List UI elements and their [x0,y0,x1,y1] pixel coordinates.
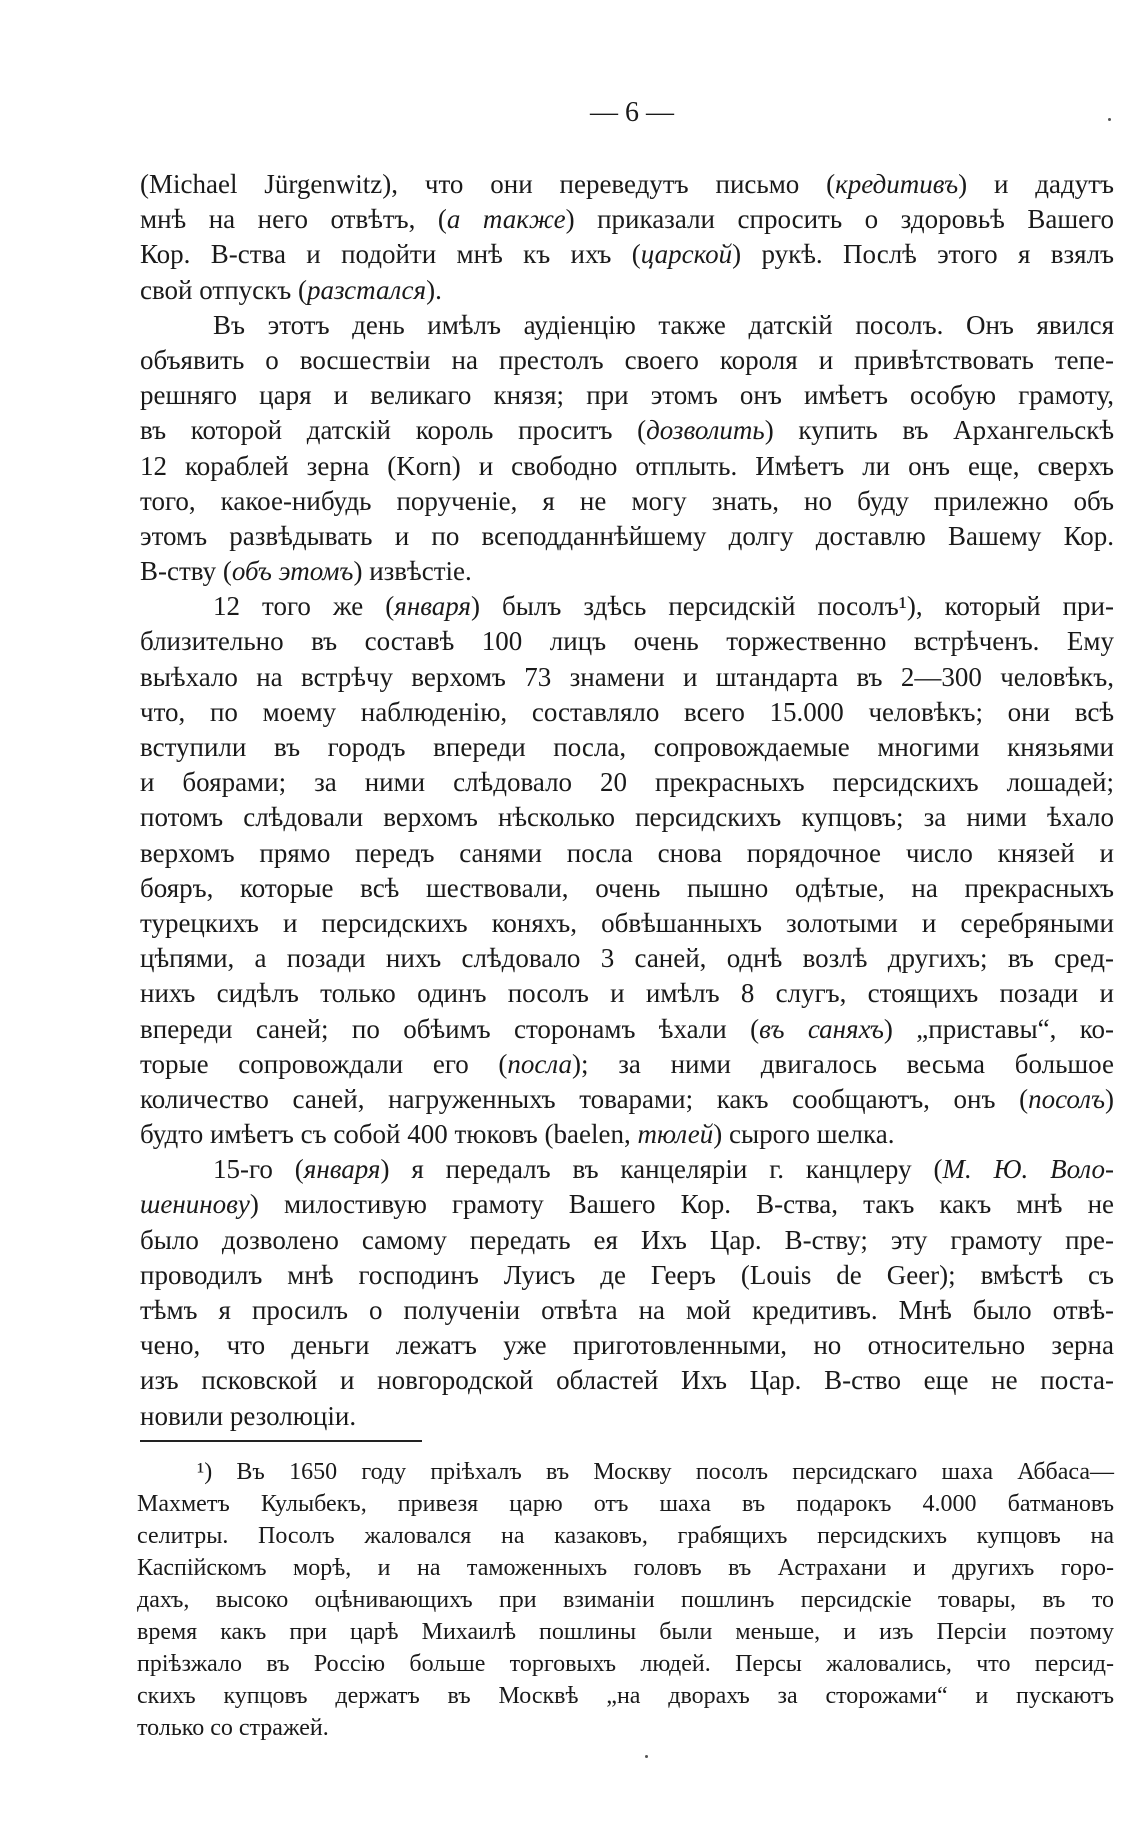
text-run: (Michael Jürgenwitz), что они переведутъ письмо ( [140,169,836,199]
text-line [140,484,1114,519]
italic-gloss: объ этомъ [231,556,354,587]
text-run: ) купить въ Архангельскѣ [764,415,1114,446]
footnote-line [137,1616,1114,1648]
text-line [140,660,1114,695]
text-run: въ которой датскій король проситъ ( [140,415,647,446]
italic-gloss: кредитивъ [835,169,959,199]
footnote-line [137,1648,1114,1680]
text-line [140,976,1114,1011]
text-run: проводилъ мнѣ господинъ Луисъ де Гееръ (Louis de Geer); вмѣстѣ съ [140,1259,1114,1290]
italic-gloss: дозволить [646,415,765,446]
text-run: нихъ сидѣлъ только одинъ посолъ и имѣлъ 8 слугъ, стоящихъ позади и [140,978,1114,1009]
text-line [140,1258,1114,1293]
italic-gloss: января [303,1154,381,1185]
text-run: и боярами; за ними слѣдовало 20 прекрасныхъ персидскихъ лошадей; [140,767,1114,798]
italic-gloss: а также [446,204,566,235]
text-run: верхомъ прямо передъ санями посла снова порядочное число князей и [140,837,1114,868]
text-run: ¹) Въ 1650 году пріѣхалъ въ Москву посолъ персидскаго шаха Аббаса— [197,1459,1114,1485]
text-run: В-ству ( [140,556,232,587]
text-run: время какъ при царѣ Михаилѣ пошлины были меньше, и изъ Персіи поэтому [137,1619,1114,1645]
text-line [140,1012,1114,1047]
text-run: 12 того же ( [213,591,395,622]
italic-gloss: посла [507,1048,573,1079]
text-run: ) извѣстіе. [353,556,472,587]
text-run: ) милостивую грамоту Вашего Кор. В-ства, такъ какъ мнѣ не [249,1189,1114,1220]
text-line [140,941,1114,976]
text-line [140,695,1114,730]
italic-gloss: разстался [306,274,427,305]
text-line [140,1187,1114,1222]
italic-gloss: въ саняхъ [759,1013,884,1044]
text-run: только со стражей. [137,1715,329,1741]
text-run: тѣмъ я просилъ о полученіи отвѣта на мой кредитивъ. Мнѣ было отвѣ- [140,1295,1114,1325]
footnote-line [137,1584,1114,1616]
text-line [140,1328,1114,1363]
italic-gloss: посолъ [1028,1083,1105,1114]
text-line [140,624,1114,659]
text-run: ). [426,274,442,305]
page-number: — 6 — [590,97,674,128]
text-line [140,836,1114,871]
text-run: ); за ними двигалось весьма большое [572,1048,1114,1079]
text-run: ) [1105,1083,1114,1114]
text-line [140,449,1114,484]
text-line [140,237,1114,272]
text-run: объявить о восшествіи на престолъ своего короля и привѣтствовать тепе- [140,344,1114,375]
text-run: Кор. В-ства и подойти мнѣ къ ихъ ( [140,239,641,270]
footnote-line [137,1488,1114,1520]
text-run: дахъ, высоко оцѣнивающихъ при взиманіи пошлинъ персидскіе товары, въ то [137,1587,1114,1613]
text-run: свой отпускъ ( [140,274,307,305]
text-run: будто имѣетъ съ собой 400 тюковъ (baelen, [140,1119,638,1150]
text-run: цѣпями, а позади нихъ слѣдовало 3 саней, однѣ возлѣ другихъ; въ сред- [140,943,1114,974]
italic-gloss: января [394,591,471,622]
text-run: ) рукѣ. Послѣ этого я взялъ [732,239,1115,270]
text-run: того, какое-нибудь порученіе, я не могу знать, но буду прилежно объ [140,485,1114,516]
text-run: Махметъ Кулыбекъ, привезя царю отъ шаха въ подарокъ 4.000 батмановъ [137,1491,1114,1517]
text-run: ) былъ здѣсь персидскій посолъ¹), который при- [470,591,1114,622]
text-run: ) сырого шелка. [713,1119,895,1150]
text-line [140,871,1114,906]
text-run: 12 кораблей зерна (Korn) и свободно отплыть. Имѣетъ ли онъ еще, сверхъ [140,450,1114,481]
scan-speck [1108,118,1111,121]
text-run: пріѣзжало въ Россію больше торговыхъ людей. Персы жаловались, что персид- [137,1651,1114,1677]
text-line [140,378,1114,413]
text-run: чено, что деньги лежатъ уже приготовленными, но относительно зерна [140,1330,1114,1361]
footnote-line [137,1680,1114,1712]
text-run: решняго царя и великаго князя; при этомъ онъ имѣетъ особую грамоту, [140,380,1114,411]
text-run: ) приказали спросить о здоровьѣ Вашего [565,204,1114,235]
main-text [140,167,1114,1434]
text-line [140,730,1114,765]
footnote-line [137,1712,1114,1744]
text-run: 15-го ( [213,1154,304,1185]
text-run: что, по моему наблюденію, составляло всего 15.000 человѣкъ; они всѣ [140,696,1114,727]
text-run: близительно въ составѣ 100 лицъ очень торжественно встрѣченъ. Ему [140,626,1114,657]
text-line [140,1117,1114,1152]
text-line [140,202,1114,237]
text-run: потомъ слѣдовали верхомъ нѣсколько персидскихъ купцовъ; за ними ѣхало [140,802,1114,833]
footnotes [137,1456,1114,1744]
text-run: ) „приставы“, ко- [883,1013,1114,1044]
text-run: этомъ развѣдывать и по всеподданнѣйшему долгу доставлю Вашему Кор. [140,520,1114,551]
text-run: скихъ купцовъ держатъ въ Москвѣ „на дворахъ за сторожами“ и пускаютъ [137,1683,1114,1709]
text-run: Въ этотъ день имѣлъ аудіенцію также датскій посолъ. Онъ явился [213,309,1114,340]
text-line [140,765,1114,800]
text-line [140,273,1114,308]
text-run: изъ псковской и новгородской областей Ихъ Цар. В-ство еще не поста- [140,1365,1114,1396]
footnote-divider [140,1440,422,1442]
text-line [140,167,1114,202]
text-run: селитры. Посолъ жаловался на казаковъ, грабящихъ персидскихъ купцовъ на [137,1523,1114,1549]
italic-gloss: шенинову [140,1189,250,1220]
scan-speck [645,1755,648,1758]
text-line [140,1223,1114,1258]
text-line [140,1152,1114,1187]
text-run: впереди саней; по обѣимъ сторонамъ ѣхали ( [140,1013,760,1044]
text-run: количество саней, нагруженныхъ товарами; какъ сообщаютъ, онъ ( [140,1083,1029,1114]
italic-gloss: тюлей [637,1119,714,1150]
text-run: новили резолюціи. [140,1400,357,1431]
text-line [140,1399,1114,1434]
text-line [140,800,1114,835]
text-run: бояръ, которые всѣ шествовали, очень пышно одѣтые, на прекрасныхъ [140,872,1114,903]
footnote-line [137,1552,1114,1584]
text-line [140,906,1114,941]
text-run: Каспійскомъ морѣ, и на таможенныхъ головъ въ Астрахани и другихъ горо- [137,1555,1114,1581]
text-run: торые сопровождали его ( [140,1048,508,1079]
text-line [140,519,1114,554]
text-line [140,413,1114,448]
text-line [140,1293,1114,1328]
text-run: ) я передалъ въ канцеляріи г. канцлеру ( [380,1154,943,1185]
text-line [140,554,1114,589]
text-run: мнѣ на него отвѣтъ, ( [140,204,447,235]
text-run: выѣхало на встрѣчу верхомъ 73 знамени и штандарта въ 2—300 человѣкъ, [140,661,1114,692]
text-run: турецкихъ и персидскихъ коняхъ, обвѣшанныхъ золотыми и серебряными [140,907,1114,938]
text-run: ) и дадутъ [958,169,1114,199]
text-run: было дозволено самому передать ея Ихъ Цар. В-ству; эту грамоту пре- [140,1224,1114,1255]
footnote-line [137,1520,1114,1552]
italic-gloss: царской [640,239,733,270]
text-line [140,589,1114,624]
footnote-line [137,1456,1114,1488]
text-line [140,308,1114,343]
text-line [140,1082,1114,1117]
text-line [140,1363,1114,1398]
italic-gloss: М. Ю. Воло- [942,1154,1114,1185]
text-run: вступили въ городъ впереди посла, сопровождаемые многими князьями [140,732,1114,762]
text-line [140,1047,1114,1082]
text-line [140,343,1114,378]
